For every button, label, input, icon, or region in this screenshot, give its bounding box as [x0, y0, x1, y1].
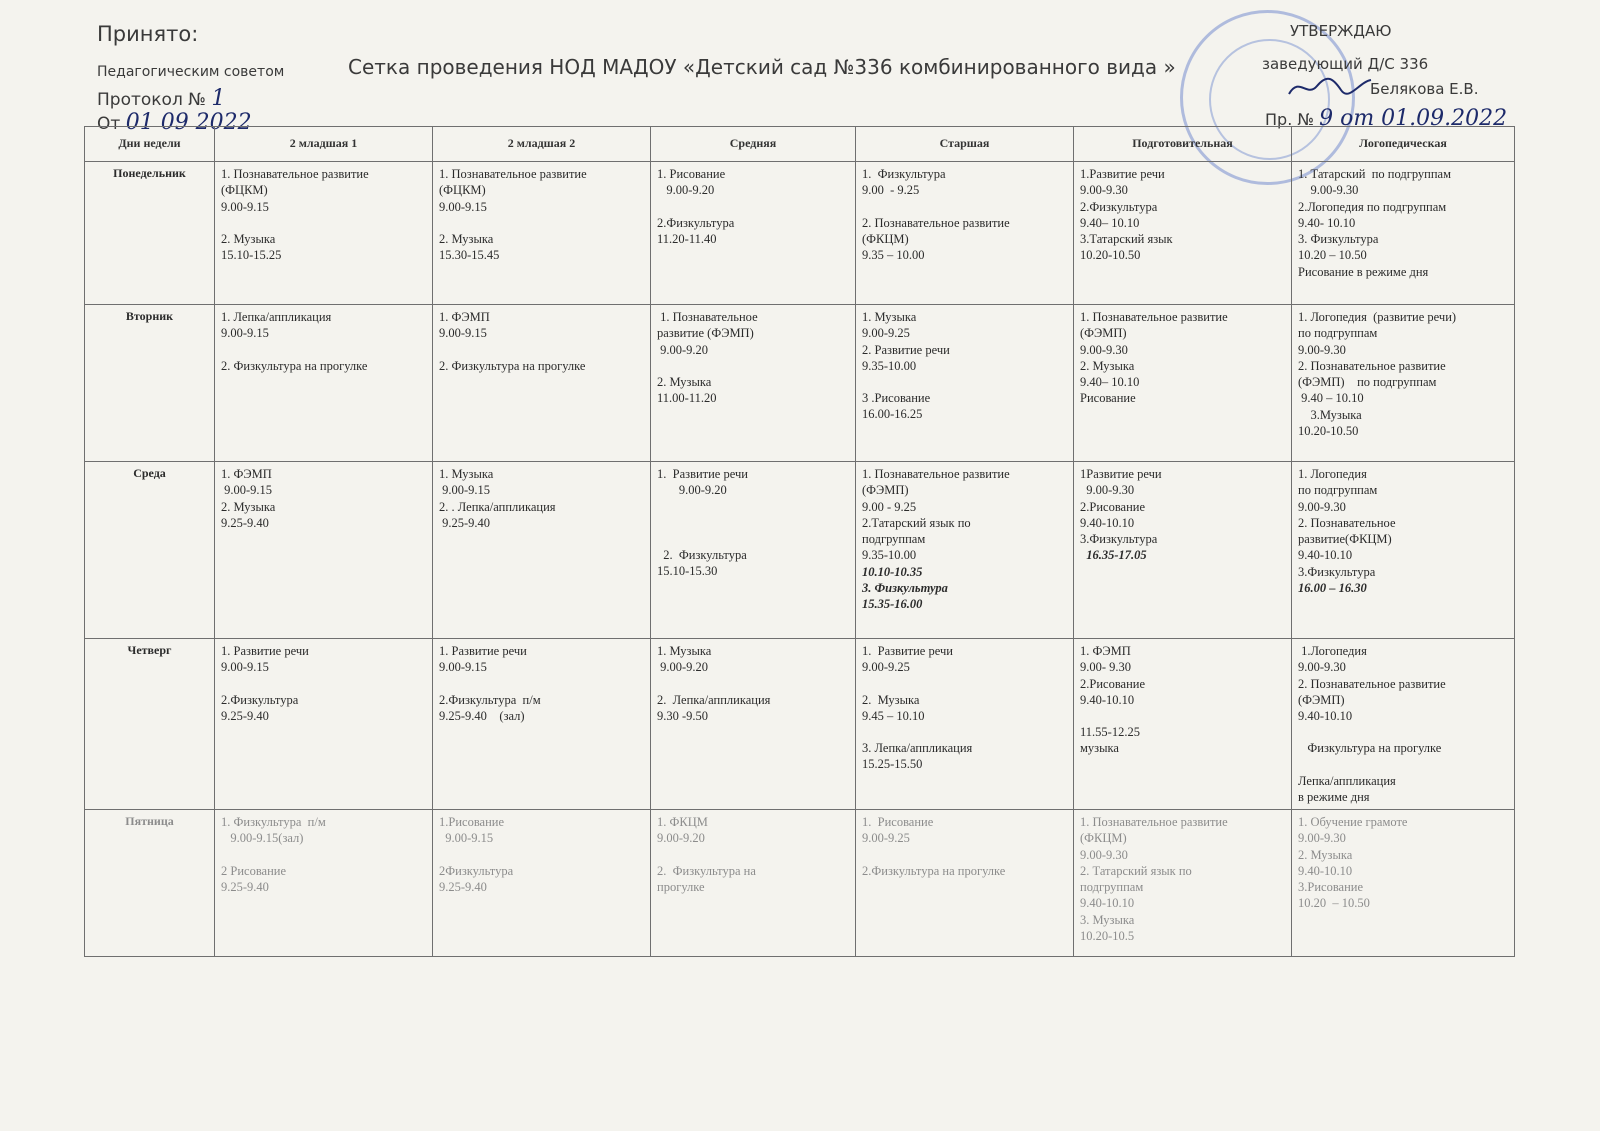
activity-line: 1.Развитие речи — [1080, 167, 1165, 181]
activity-line: 1. Физкультура п/м — [221, 815, 326, 829]
activity-line: 1.Логопедия — [1298, 644, 1367, 658]
activity-line: 3. Лепка/аппликация — [862, 741, 973, 755]
day-cell: Понедельник — [85, 162, 215, 305]
activity-line — [862, 847, 1067, 863]
activity-line: 9.00-9.15 — [439, 831, 494, 846]
activity-line: 9.00-9.25 — [862, 326, 910, 341]
activity-line: 9.00-9.15(зал) — [221, 831, 304, 846]
activity-line: 1. Музыка — [439, 467, 494, 481]
activity-line: 1. Познавательное развитие — [439, 167, 587, 181]
activity-line — [221, 847, 426, 863]
activity-line: 2.Рисование — [1080, 676, 1146, 691]
activity-line: 10.20-10.50 — [1080, 248, 1141, 263]
activity-line: 3.Татарский язык — [1080, 232, 1173, 246]
activity-line: 9.00-9.15 — [221, 326, 269, 341]
activity-line: 15.10-15.25 — [221, 248, 282, 262]
activity-line: 2.Физкультура — [1080, 199, 1158, 214]
activity-line: 9.00 - 9.25 — [862, 499, 917, 514]
activity-line: 3. Физкультура — [1298, 232, 1379, 246]
activity-line: (ФКЦМ) — [1080, 831, 1127, 846]
activity-line: 2 Рисование — [221, 863, 287, 878]
signature — [1285, 72, 1375, 102]
activity-line: 2.Рисование — [1080, 499, 1146, 514]
activity-line: 1. Познавательное развитие — [1080, 815, 1228, 829]
schedule-cell — [215, 639, 433, 810]
protocol-label: Протокол № — [97, 90, 206, 110]
approve-title: УТВЕРЖДАЮ — [1290, 22, 1392, 40]
activity-line: 11.00-11.20 — [657, 391, 717, 405]
schedule-cell — [215, 462, 433, 639]
activity-line: 9.45 – 10.10 — [862, 708, 925, 723]
activity-line — [657, 847, 849, 863]
protocol-number-handwritten: 1 — [211, 86, 226, 111]
activity-line: 10.20-10.50 — [1298, 423, 1359, 438]
activity-line: 2. Познавательное развитие — [862, 215, 1010, 230]
activity-line — [221, 215, 426, 231]
activity-line — [657, 199, 849, 215]
activity-line: 9.25-9.40 — [221, 708, 269, 723]
schedule-cell — [856, 305, 1074, 462]
activity-line: 2.Физкультура — [657, 215, 735, 230]
activity-line — [862, 724, 1067, 740]
activity-line: 15.30-15.45 — [439, 248, 500, 262]
activity-line: 2Физкультура — [439, 863, 514, 878]
activity-line: Физкультура на прогулке — [1298, 741, 1442, 756]
activity-line: (ФЭМП) — [862, 483, 909, 498]
day-cell: Пятница — [85, 810, 215, 957]
schedule-cell — [856, 162, 1074, 305]
schedule-cell — [651, 810, 856, 957]
activity-line: 10.20-10.5 — [1080, 928, 1135, 943]
column-header-preparatory: Подготовительная — [1074, 127, 1292, 162]
from-date-handwritten: 01 09 2022 — [125, 110, 252, 135]
activity-line: 1. Физкультура — [862, 167, 946, 181]
activity-line — [1080, 708, 1285, 724]
activity-line: 9.00-9.20 — [657, 831, 705, 846]
activity-line: 1. Музыка — [657, 644, 712, 658]
from-label: От — [97, 114, 121, 134]
accepted-title: Принято: — [97, 22, 199, 46]
activity-line: 2. Музыка — [862, 692, 920, 707]
head-name: Белякова Е.В. — [1370, 80, 1479, 98]
column-header-middle: Средняя — [651, 127, 856, 162]
activity-line: 1. Познавательное развитие — [221, 167, 369, 181]
activity-line: 1. Рисование — [657, 167, 726, 181]
activity-line: 9.40-10.10 — [1080, 896, 1135, 911]
activity-line: 2. Музыка — [657, 374, 712, 389]
schedule-cell — [1074, 305, 1292, 462]
activity-line: 11.55-12.25 — [1080, 725, 1140, 739]
activity-line — [439, 342, 644, 358]
schedule-cell — [1074, 810, 1292, 957]
activity-line: 2. Познавательное развитие — [1298, 676, 1446, 691]
schedule-cell — [1292, 462, 1515, 639]
activity-line: 2. Физкультура на прогулке — [221, 358, 368, 373]
activity-line: 1Развитие речи — [1080, 467, 1162, 481]
activity-line — [862, 374, 1067, 390]
activity-line: 2.Татарский язык по — [862, 515, 971, 530]
schedule-cell — [433, 162, 651, 305]
activity-line: 1. ФКЦМ — [657, 815, 708, 829]
activity-line: 9.25-9.40 — [439, 879, 487, 894]
activity-line: 2.Физкультура на прогулке — [862, 863, 1006, 878]
activity-line: 2. Музыка — [1080, 358, 1135, 373]
activity-line: 9.40– 10.10 — [1080, 215, 1140, 230]
day-cell: Вторник — [85, 305, 215, 462]
table-row — [85, 639, 1515, 810]
activity-line: 2. Лепка/аппликация — [657, 692, 771, 707]
schedule-cell — [433, 639, 651, 810]
activity-line: 9.35 – 10.00 — [862, 248, 925, 262]
activity-line: 1. Татарский по подгруппам — [1298, 167, 1452, 181]
activity-line — [1298, 757, 1508, 773]
activity-line: 1. ФЭМП — [1080, 644, 1131, 658]
activity-line — [862, 676, 1067, 692]
schedule-cell — [1074, 162, 1292, 305]
activity-line: 15.10-15.30 — [657, 563, 718, 578]
column-header-junior-2-2: 2 младшая 2 — [433, 127, 651, 162]
activity-line — [221, 676, 426, 692]
activity-line: 9.00-9.15 — [221, 199, 269, 214]
activity-line: 9.00-9.30 — [1298, 342, 1346, 357]
activity-line — [657, 499, 849, 515]
activity-line: подгруппам — [862, 532, 926, 546]
activity-line: 9.25-9.40 (зал) — [439, 708, 525, 723]
activity-line: 3.Рисование — [1298, 880, 1364, 894]
activity-line: 9.40 – 10.10 — [1298, 391, 1364, 406]
schedule-cell — [1292, 162, 1515, 305]
activity-line: 9.00-9.30 — [1298, 183, 1359, 198]
activity-line: 16.00-16.25 — [862, 407, 923, 422]
schedule-cell — [856, 810, 1074, 957]
activity-line: 16.00 – 16.30 — [1298, 580, 1367, 595]
activity-line: 9.25-9.40 — [221, 515, 269, 530]
activity-line: 9.25-9.40 — [221, 879, 269, 894]
activity-line: Рисование — [1080, 391, 1136, 406]
activity-line — [439, 676, 644, 692]
order-label: Пр. № — [1265, 110, 1314, 129]
activity-line: 1. Познавательное — [657, 310, 758, 324]
activity-line: 9.40-10.10 — [1298, 863, 1353, 878]
schedule-cell — [856, 462, 1074, 639]
activity-line: 2. Познавательное — [1298, 515, 1396, 530]
activity-line: 2.Логопедия по подгруппам — [1298, 199, 1447, 214]
activity-line: 1. Познавательное развитие — [1080, 310, 1228, 324]
activity-line: 2. Физкультура на прогулке — [439, 358, 586, 373]
activity-line: 9.00-9.20 — [657, 183, 715, 198]
activity-line: 2.Физкультура — [221, 692, 299, 707]
activity-line: (ФЦКМ) — [439, 183, 486, 198]
activity-line: по подгруппам — [1298, 483, 1378, 498]
activity-line: музыка — [1080, 741, 1119, 756]
schedule-cell — [651, 639, 856, 810]
schedule-cell — [651, 462, 856, 639]
activity-line: 9.00-9.15 — [439, 326, 487, 341]
activity-line: подгруппам — [1080, 880, 1144, 894]
column-header-days: Дни недели — [85, 127, 215, 162]
schedule-cell — [1074, 639, 1292, 810]
column-header-senior: Старшая — [856, 127, 1074, 162]
activity-line: 16.35-17.05 — [1080, 548, 1147, 563]
activity-line: 9.40– 10.10 — [1080, 375, 1140, 389]
activity-line: 2. Развитие речи — [862, 342, 950, 357]
activity-line — [657, 676, 849, 692]
activity-line: 9.00-9.15 — [221, 483, 273, 498]
head-line: заведующий Д/С 336 — [1262, 55, 1429, 73]
activity-line: Рисование в режиме дня — [1298, 264, 1429, 279]
table-row — [85, 305, 1515, 462]
activity-line: 3.Физкультура — [1298, 564, 1376, 579]
day-cell: Четверг — [85, 639, 215, 810]
table-row — [85, 810, 1515, 957]
activity-line: 9.00-9.20 — [657, 483, 727, 498]
activity-line: 2. Музыка — [221, 499, 276, 514]
activity-line: 9.00-9.30 — [1298, 499, 1346, 514]
council-line: Педагогическим советом — [97, 64, 285, 80]
activity-line: 10.20 – 10.50 — [1298, 248, 1367, 263]
schedule-cell — [215, 810, 433, 957]
activity-line: (ФЭМП) — [1298, 692, 1345, 707]
activity-line: 1. Рисование — [862, 815, 934, 829]
activity-line: 9.40-10.10 — [1298, 709, 1353, 723]
activity-line: 10.10-10.35 — [862, 564, 923, 579]
activity-line: по подгруппам — [1298, 326, 1378, 341]
activity-line — [1298, 724, 1508, 740]
activity-line: 1.Рисование — [439, 815, 505, 829]
activity-line: (ФЦКМ) — [221, 183, 268, 198]
activity-line: 2. Музыка — [221, 231, 276, 246]
activity-line — [862, 199, 1067, 215]
activity-line: (ФЭМП) по подгруппам — [1298, 375, 1437, 389]
activity-line: 2. Татарский язык по — [1080, 863, 1192, 878]
activity-line: развитие (ФЭМП) — [657, 326, 754, 341]
schedule-cell — [433, 305, 651, 462]
activity-line: 9.40-10.10 — [1298, 548, 1353, 563]
activity-line: 1. Развитие речи — [657, 467, 748, 481]
activity-line — [657, 515, 849, 531]
schedule-cell — [1292, 305, 1515, 462]
activity-line: 2. Физкультура — [657, 547, 747, 562]
document-title: Сетка проведения НОД МАДОУ «Детский сад №336 комбинированного вида » — [348, 55, 1176, 79]
activity-line: развитие(ФКЦМ) — [1298, 532, 1392, 546]
activity-line — [439, 847, 644, 863]
schedule-cell — [215, 162, 433, 305]
schedule-cell — [1074, 462, 1292, 639]
activity-line: 3.Физкультура — [1080, 532, 1158, 546]
activity-line — [657, 531, 849, 547]
activity-line: Лепка/аппликация — [1298, 773, 1396, 788]
activity-line: 9.40-10.10 — [1080, 515, 1135, 530]
activity-line: 15.35-16.00 — [862, 597, 923, 611]
activity-line: 9.00-9.20 — [657, 660, 709, 675]
activity-line: 9.00-9.15 — [221, 660, 269, 675]
protocol-line — [97, 86, 225, 111]
table-row — [85, 162, 1515, 305]
activity-line: 9.00-9.25 — [862, 831, 910, 846]
activity-line: 2. Музыка — [1298, 847, 1353, 862]
activity-line: 9.00-9.30 — [1080, 483, 1135, 498]
activity-line: 2.Физкультура п/м — [439, 692, 541, 707]
activity-line: 9.00-9.25 — [862, 660, 910, 675]
activity-line: 9.00-9.30 — [1080, 342, 1128, 357]
activity-line: 9.00-9.30 — [1298, 831, 1346, 846]
activity-line: 1. Логопедия (развитие речи) — [1298, 310, 1457, 324]
activity-line: 3. Музыка — [1080, 912, 1135, 927]
activity-line — [221, 342, 426, 358]
activity-line: прогулке — [657, 879, 705, 894]
activity-line: 2. Физкультура на — [657, 863, 756, 878]
activity-line: 2. Музыка — [439, 231, 494, 246]
activity-line: 9.40- 10.10 — [1298, 215, 1356, 230]
activity-line: (ФКЦМ) — [862, 231, 909, 246]
activity-line: 1. ФЭМП — [439, 310, 490, 324]
column-header-speech-therapy: Логопедическая — [1292, 127, 1515, 162]
activity-line: 1. Познавательное развитие — [862, 467, 1010, 481]
schedule-cell — [1292, 639, 1515, 810]
schedule-cell — [215, 305, 433, 462]
schedule-cell — [1292, 810, 1515, 957]
order-handwritten: 9 от 01.09.2022 — [1319, 106, 1508, 131]
activity-line: 1. Лепка/аппликация — [221, 310, 332, 324]
activity-line — [657, 358, 849, 374]
activity-line: 1. Музыка — [862, 310, 917, 324]
schedule-cell — [651, 162, 856, 305]
activity-line: 9.00-9.30 — [1080, 183, 1128, 198]
activity-line: 9.00-9.15 — [439, 660, 487, 675]
table-row — [85, 462, 1515, 639]
schedule-cell — [651, 305, 856, 462]
activity-line: 1. ФЭМП — [221, 467, 272, 481]
activity-line: 9.35-10.00 — [862, 548, 917, 563]
column-header-junior-2-1: 2 младшая 1 — [215, 127, 433, 162]
schedule-table — [84, 126, 1515, 957]
activity-line: 1. Логопедия — [1298, 467, 1367, 481]
activity-line: 11.20-11.40 — [657, 231, 717, 246]
activity-line: 2. Познавательное развитие — [1298, 358, 1446, 373]
activity-line: 9.30 -9.50 — [657, 708, 709, 723]
activity-line: 9.00- 9.30 — [1080, 660, 1132, 675]
activity-line: 3 .Рисование — [862, 391, 931, 405]
activity-line: 1. Развитие речи — [862, 644, 953, 658]
activity-line: 9.00-9.15 — [439, 199, 487, 214]
activity-line: 3.Музыка — [1298, 407, 1362, 422]
activity-line: 3. Физкультура — [862, 580, 948, 595]
schedule-cell — [433, 462, 651, 639]
activity-line: 10.20 – 10.50 — [1298, 896, 1370, 911]
day-cell: Среда — [85, 462, 215, 639]
activity-line: 9.00-9.30 — [1080, 847, 1128, 862]
activity-line: в режиме дня — [1298, 789, 1370, 804]
header-row — [85, 127, 1515, 162]
activity-line: 9.35-10.00 — [862, 358, 917, 373]
activity-line: 1. Развитие речи — [439, 644, 527, 658]
activity-line: 9.25-9.40 — [439, 515, 491, 530]
activity-line: 1. Обучение грамоте — [1298, 815, 1408, 829]
activity-line: 9.00 - 9.25 — [862, 183, 920, 198]
activity-line: 9.00-9.15 — [439, 483, 491, 498]
activity-line: (ФЭМП) — [1080, 326, 1127, 341]
schedule-cell — [856, 639, 1074, 810]
activity-line: 9.00-9.30 — [1298, 660, 1346, 675]
schedule-cell — [433, 810, 651, 957]
activity-line: 1. Развитие речи — [221, 644, 309, 658]
activity-line: 9.40-10.10 — [1080, 692, 1135, 707]
activity-line: 9.00-9.20 — [657, 342, 709, 357]
activity-line: 2. . Лепка/аппликация — [439, 499, 556, 514]
activity-line — [439, 215, 644, 231]
activity-line: 15.25-15.50 — [862, 757, 923, 772]
